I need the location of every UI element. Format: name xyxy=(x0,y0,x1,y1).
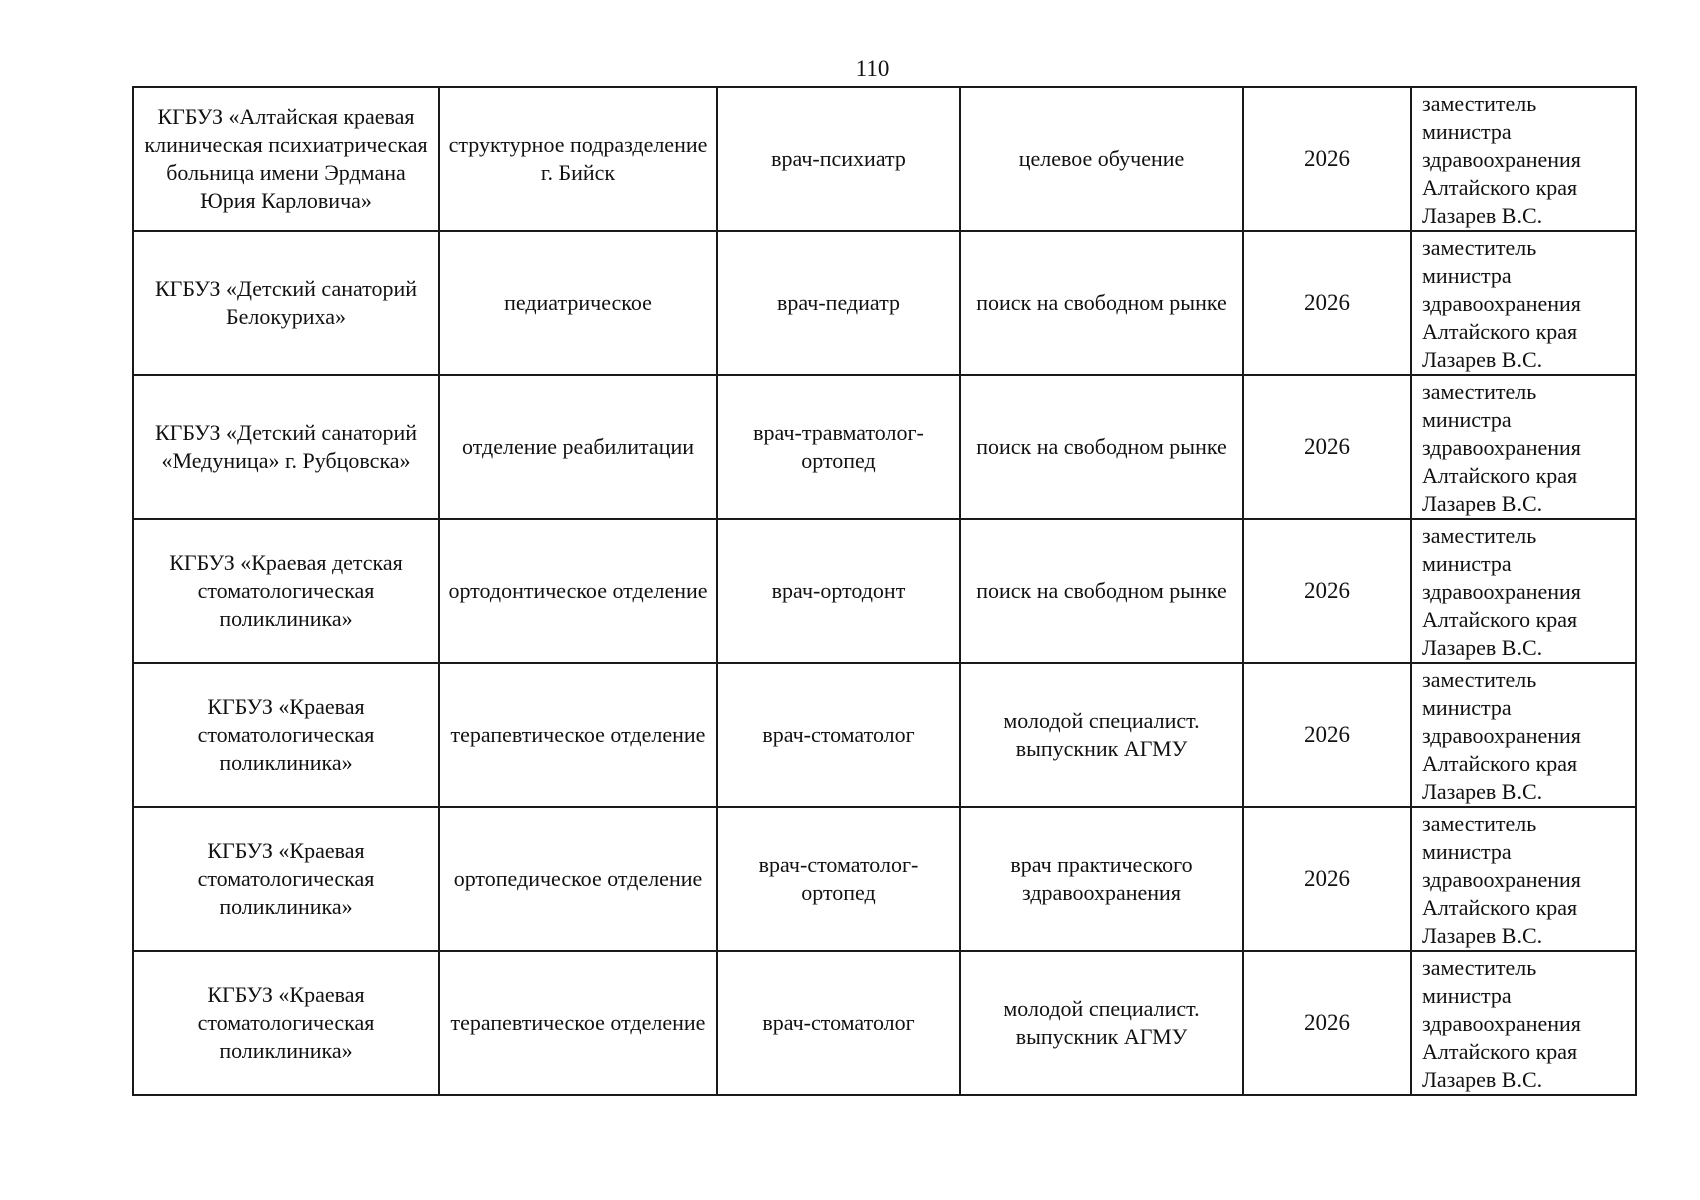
responsible-cell: заместитель министра здравоохранения Алтайского края Лазарев В.С. xyxy=(1411,807,1636,951)
table-row xyxy=(133,951,1636,1095)
organization-cell: КГБУЗ «Краевая детская стоматологическая поликлиника» xyxy=(133,519,439,663)
year-cell: 2026 xyxy=(1243,87,1411,231)
position-cell: врач-психиатр xyxy=(717,87,960,231)
responsible-cell: заместитель министра здравоохранения Алтайского края Лазарев В.С. xyxy=(1411,375,1636,519)
table-row xyxy=(133,519,1636,663)
organization-cell: КГБУЗ «Краевая стоматологическая поликлиника» xyxy=(133,951,439,1095)
organization-cell: КГБУЗ «Краевая стоматологическая поликлиника» xyxy=(133,663,439,807)
page-number: 110 xyxy=(855,56,890,81)
year-cell: 2026 xyxy=(1243,519,1411,663)
source-cell: поиск на свободном рынке xyxy=(960,375,1243,519)
table-row xyxy=(133,87,1636,231)
source-cell: врач практического здравоохранения xyxy=(960,807,1243,951)
source-cell: поиск на свободном рынке xyxy=(960,231,1243,375)
position-cell: врач-стоматолог xyxy=(717,951,960,1095)
responsible-cell: заместитель министра здравоохранения Алтайского края Лазарев В.С. xyxy=(1411,231,1636,375)
position-cell: врач-травматолог-ортопед xyxy=(717,375,960,519)
table-row xyxy=(133,807,1636,951)
department-cell: терапевтическое отделение xyxy=(439,663,717,807)
responsible-cell: заместитель министра здравоохранения Алтайского края Лазарев В.С. xyxy=(1411,951,1636,1095)
department-cell: ортопедическое отделение xyxy=(439,807,717,951)
organization-cell: КГБУЗ «Краевая стоматологическая поликлиника» xyxy=(133,807,439,951)
responsible-cell: заместитель министра здравоохранения Алтайского края Лазарев В.С. xyxy=(1411,519,1636,663)
organization-cell: КГБУЗ «Детский санаторий Белокуриха» xyxy=(133,231,439,375)
year-cell: 2026 xyxy=(1243,663,1411,807)
position-cell: врач-стоматолог xyxy=(717,663,960,807)
source-cell: молодой специалист. выпускник АГМУ xyxy=(960,951,1243,1095)
responsible-cell: заместитель министра здравоохранения Алтайского края Лазарев В.С. xyxy=(1411,663,1636,807)
position-cell: врач-педиатр xyxy=(717,231,960,375)
source-cell: поиск на свободном рынке xyxy=(960,519,1243,663)
table-row xyxy=(133,375,1636,519)
year-cell: 2026 xyxy=(1243,807,1411,951)
responsible-cell: заместитель министра здравоохранения Алтайского края Лазарев В.С. xyxy=(1411,87,1636,231)
department-cell: структурное подразделение г. Бийск xyxy=(439,87,717,231)
position-cell: врач-стоматолог-ортопед xyxy=(717,807,960,951)
organization-cell: КГБУЗ «Алтайская краевая клиническая психиатрическая больница имени Эрдмана Юрия Карловича» xyxy=(133,87,439,231)
department-cell: ортодонтическое отделение xyxy=(439,519,717,663)
department-cell: педиатрическое xyxy=(439,231,717,375)
department-cell: отделение реабилитации xyxy=(439,375,717,519)
staffing-table xyxy=(132,86,1637,1096)
source-cell: молодой специалист. выпускник АГМУ xyxy=(960,663,1243,807)
position-cell: врач-ортодонт xyxy=(717,519,960,663)
organization-cell: КГБУЗ «Детский санаторий «Медуница» г. Рубцовска» xyxy=(133,375,439,519)
department-cell: терапевтическое отделение xyxy=(439,951,717,1095)
table-row xyxy=(133,231,1636,375)
table-row xyxy=(133,663,1636,807)
year-cell: 2026 xyxy=(1243,375,1411,519)
year-cell: 2026 xyxy=(1243,951,1411,1095)
year-cell: 2026 xyxy=(1243,231,1411,375)
source-cell: целевое обучение xyxy=(960,87,1243,231)
